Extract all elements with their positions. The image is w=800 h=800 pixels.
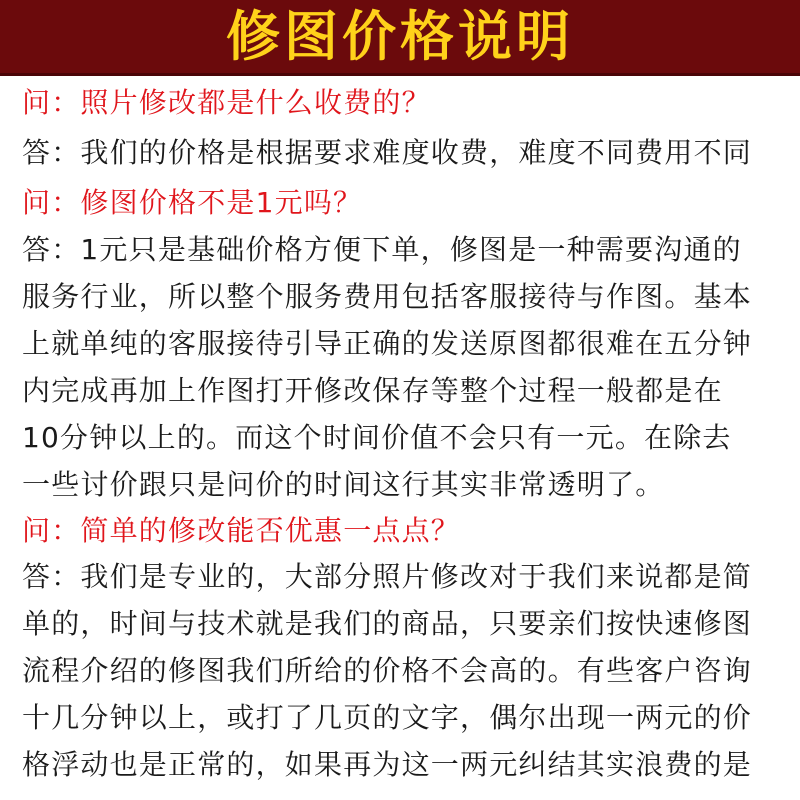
answer-line: 一些讨价跟只是问价的时间这行其实非常透明了。 <box>22 468 665 501</box>
question-line: 问：简单的修改能否优惠一点点？ <box>22 514 461 547</box>
answer-line: 答：1元只是基础价格方便下单，修图是一种需要沟通的 <box>22 233 742 266</box>
answer-line: 单的，时间与技术就是我们的商品，只要亲们按快速修图 <box>22 607 753 640</box>
answer-line: 10分钟以上的。而这个时间价值不会只有一元。在除去 <box>22 421 732 454</box>
title-banner <box>0 0 800 76</box>
question-line: 问：修图价格不是1元吗？ <box>22 186 363 219</box>
answer-line: 上就单纯的客服接待引导正确的发送原图都很难在五分钟 <box>22 327 753 360</box>
answer-line: 服务行业，所以整个服务费用包括客服接待与作图。基本 <box>22 280 753 313</box>
answer-line: 内完成再加上作图打开修改保存等整个过程一般都是在 <box>22 374 723 407</box>
answer-line: 答：我们是专业的，大部分照片修改对于我们来说都是简 <box>22 560 753 593</box>
answer-line: 十几分钟以上，或打了几页的文字，偶尔出现一两元的价 <box>22 701 753 734</box>
question-line: 问：照片修改都是什么收费的？ <box>22 86 431 119</box>
answer-line: 流程介绍的修图我们所给的价格不会高的。有些客户咨询 <box>22 654 753 687</box>
answer-line: 答：我们的价格是根据要求难度收费，难度不同费用不同 <box>22 136 753 169</box>
answer-line: 格浮动也是正常的，如果再为这一两元纠结其实浪费的是 <box>22 748 753 781</box>
page-title: 修图价格说明 <box>226 5 574 68</box>
